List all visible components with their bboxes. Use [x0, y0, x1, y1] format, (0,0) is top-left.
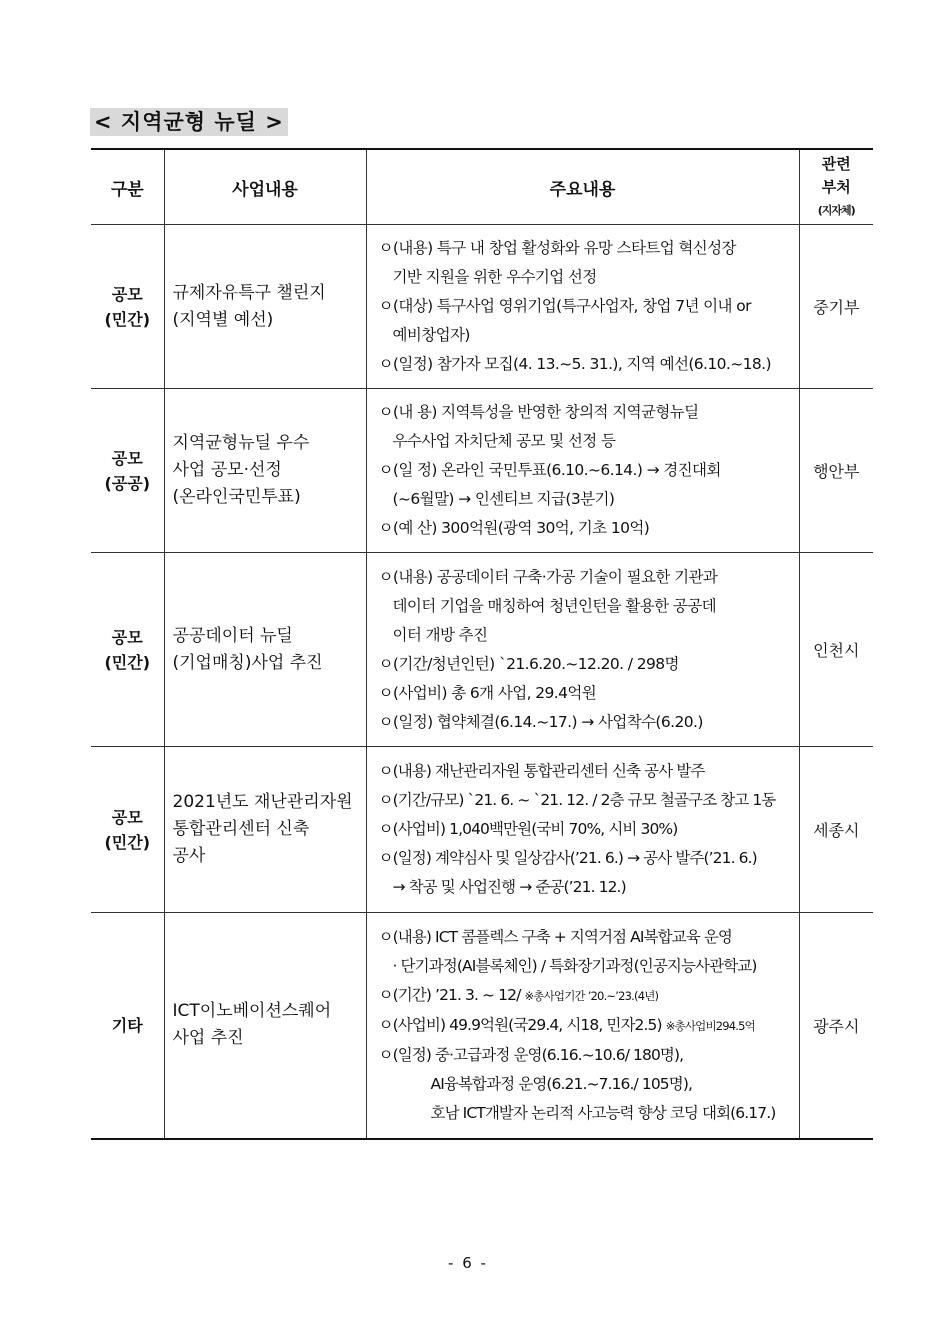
content-line: ㅇ(내용) 재난관리자원 통합관리센터 신축 공사 발주	[378, 762, 705, 780]
table-row	[91, 747, 873, 913]
category-line1: 공모	[111, 807, 143, 827]
row-category	[91, 225, 164, 389]
content-line: ㅇ(대상) 특구사업 영위기업(특구사업자, 창업 7년 이내 or	[378, 297, 751, 315]
category-line2: (민간)	[104, 309, 151, 329]
row-business: 공공데이터 뉴딜 (기업매칭)사업 추진	[164, 553, 366, 747]
content-line: 기반 지원을 위한 우수기업 선정	[392, 268, 597, 286]
budget-note: ※총사업비294.5억	[665, 1018, 755, 1033]
content-line: · 단기과정(AI블록체인) / 특화장기과정(인공지능사관학교)	[392, 956, 757, 975]
row-business: 2021년도 재난관리자원 통합관리센터 신축 공사	[164, 747, 366, 913]
row-dept: 세종시	[799, 747, 873, 913]
table-row	[91, 913, 873, 1139]
content-line: ㅇ(기간/청년인턴) `21.6.20.~12.20. / 298명	[378, 654, 679, 673]
content-line: ㅇ(기간/규모) `21. 6. ~ `21. 12. / 2층 규모 철골구조 창고 1동	[378, 791, 776, 809]
content-line: ㅇ(일정) 협약체결(6.14.~17.) → 사업착수(6.20.)	[378, 712, 703, 731]
row-dept: 인천시	[799, 553, 873, 747]
row-content	[366, 389, 799, 553]
content-line: ㅇ(일정) 참가자 모집(4. 13.~5. 31.), 지역 예선(6.10.~18.)	[378, 355, 771, 373]
row-business: ICT이노베이션스퀘어 사업 추진	[164, 913, 366, 1139]
row-content	[366, 225, 799, 389]
content-line: ㅇ(내 용) 지역특성을 반영한 창의적 지역균형뉴딜	[378, 403, 699, 421]
header-category: 구분	[91, 149, 164, 225]
category-line1: 기타	[111, 1015, 143, 1035]
page-number: - 6 -	[448, 1254, 488, 1272]
content-line: ㅇ(일 정) 온라인 국민투표(6.10.~6.14.) → 경진대회	[378, 461, 721, 479]
row-category	[91, 389, 164, 553]
period-note: ※총사업기간 ’20.~’23.(4년)	[524, 988, 659, 1003]
table-header-row	[91, 149, 873, 225]
content-line: 예비창업자)	[392, 326, 470, 344]
category-line2: (민간)	[104, 832, 151, 852]
category-line1: 공모	[111, 448, 143, 468]
content-line: → 착공 및 사업진행 → 준공(’21. 12.)	[392, 878, 626, 896]
content-text: ㅇ(사업비) 49.9억원(국29.4, 시18, 민자2.5)	[378, 1015, 662, 1034]
row-content	[366, 553, 799, 747]
category-line2: (민간)	[104, 652, 151, 672]
header-dept	[799, 149, 873, 225]
content-line: AI융복합과정 운영(6.21.~7.16./ 105명),	[430, 1074, 693, 1093]
content-line: ㅇ(예 산) 300억원(광역 30억, 기초 10억)	[378, 519, 650, 537]
row-category	[91, 747, 164, 913]
content-line: ㅇ(일정) 계약심사 및 일상감사(’21. 6.) → 공사 발주(’21. 6.)	[378, 849, 757, 867]
category-line2: (공공)	[104, 473, 151, 493]
content-text: ㅇ(기간) ’21. 3. ~ 12/	[378, 985, 521, 1004]
row-dept: 중기부	[799, 225, 873, 389]
content-line: ㅇ(사업비) 1,040백만원(국비 70%, 시비 30%)	[378, 820, 678, 838]
row-content	[366, 747, 799, 913]
header-dept-line1: 관련	[821, 154, 851, 173]
content-line: ㅇ(사업비) 총 6개 사업, 29.4억원	[378, 683, 597, 702]
content-line: 우수사업 자치단체 공모 및 선정 등	[392, 432, 616, 450]
header-dept-line2: 부처	[821, 177, 851, 196]
table-row	[91, 225, 873, 389]
header-content: 주요내용	[366, 149, 799, 225]
row-business: 규제자유특구 챌린지 (지역별 예선)	[164, 225, 366, 389]
regional-new-deal-table	[91, 148, 873, 1140]
content-line: 이터 개방 추진	[392, 625, 488, 644]
header-dept-line3: (지자체)	[817, 203, 855, 217]
row-business: 지역균형뉴딜 우수 사업 공모·선정 (온라인국민투표)	[164, 389, 366, 553]
content-line: ㅇ(내용) 특구 내 창업 활성화와 유망 스타트업 혁신성장	[378, 239, 736, 257]
row-category	[91, 553, 164, 747]
content-line	[379, 1011, 789, 1041]
page-title: < 지역균형 뉴딜 >	[90, 108, 288, 136]
content-line: ㅇ(내용) 공공데이터 구축·가공 기술이 필요한 기관과	[378, 567, 718, 586]
table-row	[91, 389, 873, 553]
content-line: ㅇ(일정) 중·고급과정 운영(6.16.~10.6/ 180명),	[378, 1045, 684, 1064]
content-line: 호남 ICT개발자 논리적 사고능력 향상 코딩 대회(6.17.)	[430, 1103, 776, 1122]
content-line: 데이터 기업을 매칭하여 청년인턴을 활용한 공공데	[392, 596, 716, 615]
category-line1: 공모	[111, 284, 143, 304]
row-dept: 행안부	[799, 389, 873, 553]
row-category	[91, 913, 164, 1139]
header-business: 사업내용	[164, 149, 366, 225]
content-line: (~6월말) → 인센티브 지급(3분기)	[392, 490, 615, 508]
row-content	[366, 913, 799, 1139]
content-line: ㅇ(내용) ICT 콤플렉스 구축 + 지역거점 AI복합교육 운영	[378, 927, 732, 946]
row-dept: 광주시	[799, 913, 873, 1139]
content-line	[379, 981, 789, 1011]
table-row	[91, 553, 873, 747]
category-line1: 공모	[111, 627, 143, 647]
